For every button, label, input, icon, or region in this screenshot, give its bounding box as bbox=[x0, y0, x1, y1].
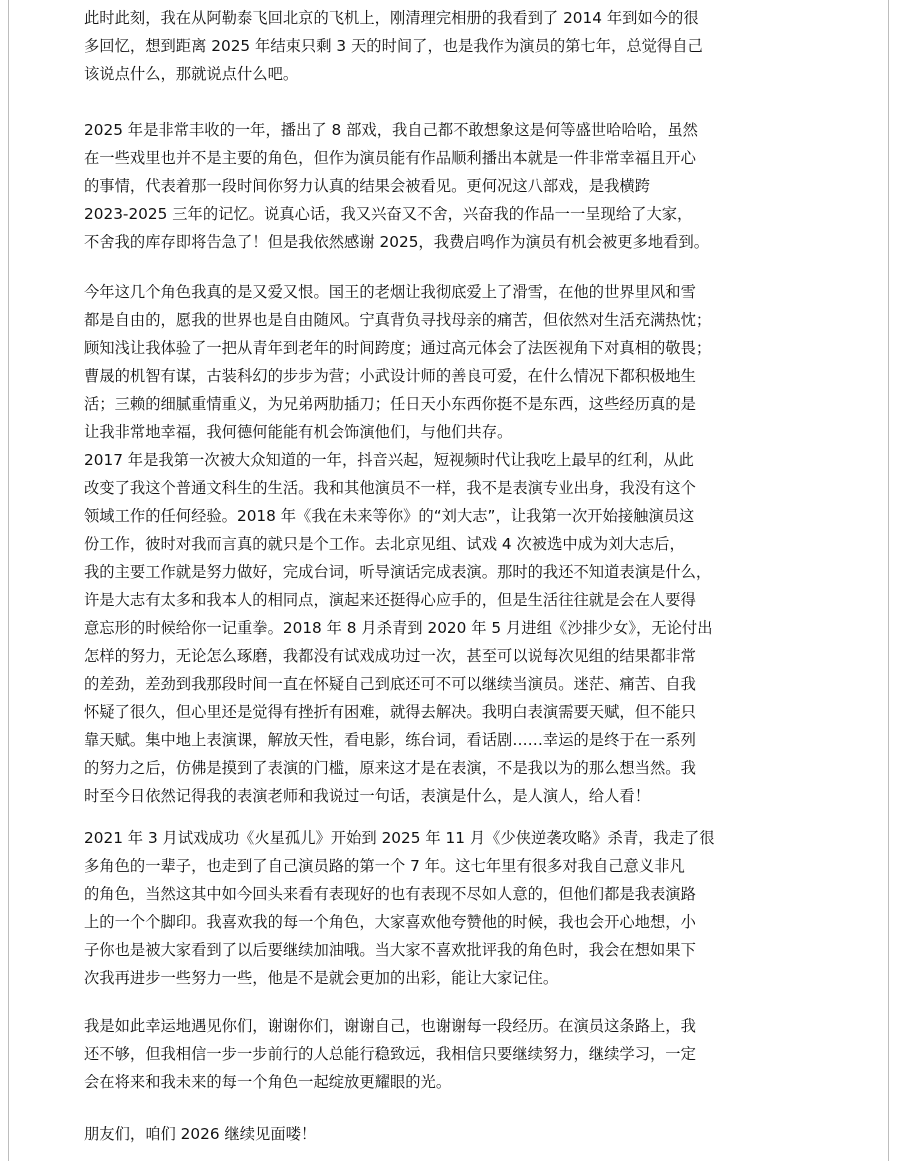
text-line: 改变了我这个普通文科生的生活。我和其他演员不一样，我不是表演专业出身，我没有这个 bbox=[84, 479, 696, 497]
text-line: 都是自由的，愿我的世界也是自由随风。宁真背负寻找母亲的痛苦，但依然对生活充满热忱； bbox=[84, 311, 712, 329]
text-line: 多回忆，想到距离 2025 年结束只剩 3 天的时间了，也是我作为演员的第七年，总觉得自己 bbox=[84, 37, 703, 55]
text-line: 让我非常地幸福，我何德何能能有机会饰演他们，与他们共存。 bbox=[84, 423, 513, 441]
text-line: 时至今日依然记得我的表演老师和我说过一句话，表演是什么，是人演人，给人看！ bbox=[84, 787, 650, 805]
text-line: 领域工作的任何经验。2018 年《我在未来等你》的“刘大志”，让我第一次开始接触演员这 bbox=[84, 507, 695, 525]
right-page-rule bbox=[888, 0, 889, 1161]
text-line: 顾知浅让我体验了一把从青年到老年的时间跨度；通过高元体会了法医视角下对真相的敬畏； bbox=[84, 339, 712, 357]
text-line: 我是如此幸运地遇见你们，谢谢你们，谢谢自己，也谢谢每一段经历。在演员这条路上，我 bbox=[84, 1017, 696, 1035]
text-line: 会在将来和我未来的每一个角色一起绽放更耀眼的光。 bbox=[84, 1073, 452, 1091]
text-line: 还不够，但我相信一步一步前行的人总能行稳致远，我相信只要继续努力，继续学习，一定 bbox=[84, 1045, 696, 1063]
text-line: 不舍我的库存即将告急了！但是我依然感谢 2025，我费启鸣作为演员有机会被更多地看到。 bbox=[84, 233, 710, 251]
text-line: 曹晟的机智有谋，古装科幻的步步为营；小武设计师的善良可爱，在什么情况下都积极地生 bbox=[84, 367, 696, 385]
text-line: 份工作，彼时对我而言真的就只是个工作。去北京见组、试戏 4 次被选中成为刘大志后， bbox=[84, 535, 685, 553]
text-line: 怀疑了很久，但心里还是觉得有挫折有困难，就得去解决。我明白表演需要天赋，但不能只 bbox=[84, 703, 696, 721]
left-page-rule bbox=[8, 0, 9, 1161]
text-line: 活；三赖的细腻重情重义，为兄弟两肋插刀；任日天小东西你挺不是东西，这些经历真的是 bbox=[84, 395, 696, 413]
text-line: 许是大志有太多和我本人的相同点，演起来还挺得心应手的，但是生活往往就是会在人要得 bbox=[84, 591, 696, 609]
text-line: 的努力之后，仿佛是摸到了表演的门槛，原来这才是在表演，不是我以为的那么想当然。我 bbox=[84, 759, 696, 777]
text-line: 2023-2025 三年的记忆。说真心话，我又兴奋又不舍，兴奋我的作品一一呈现给了大家， bbox=[84, 205, 693, 223]
text-line: 的事情，代表着那一段时间你努力认真的结果会被看见。更何况这八部戏，是我横跨 bbox=[84, 177, 650, 195]
text-line: 此时此刻，我在从阿勒泰飞回北京的飞机上，刚清理完相册的我看到了 2014 年到如今的很 bbox=[84, 9, 699, 27]
text-line: 次我再进步一些努力一些，他是不是就会更加的出彩，能让大家记住。 bbox=[84, 969, 559, 987]
text-line: 朋友们，咱们 2026 继续见面喽！ bbox=[84, 1125, 317, 1143]
text-line: 我的主要工作就是努力做好，完成台词，听导演话完成表演。那时的我还不知道表演是什么， bbox=[84, 563, 712, 581]
text-line: 多角色的一辈子，也走到了自己演员路的第一个 7 年。这七年里有很多对我自己意义非凡 bbox=[84, 857, 685, 875]
text-line: 2017 年是我第一次被大众知道的一年，抖音兴起，短视频时代让我吃上最早的红利，从此 bbox=[84, 451, 694, 469]
text-line: 2025 年是非常丰收的一年，播出了 8 部戏，我自己都不敢想象这是何等盛世哈哈哈，虽然 bbox=[84, 121, 698, 139]
text-line: 子你也是被大家看到了以后要继续加油哦。当大家不喜欢批评我的角色时，我会在想如果下 bbox=[84, 941, 696, 959]
text-line: 上的一个个脚印。我喜欢我的每一个角色，大家喜欢他夸赞他的时候，我也会开心地想，小 bbox=[84, 913, 696, 931]
text-line: 在一些戏里也并不是主要的角色，但作为演员能有作品顺利播出本就是一件非常幸福且开心 bbox=[84, 149, 696, 167]
text-line: 靠天赋。集中地上表演课，解放天性，看电影，练台词，看话剧……幸运的是终于在一系列 bbox=[84, 731, 696, 749]
text-line: 怎样的努力，无论怎么琢磨，我都没有试戏成功过一次，甚至可以说每次见组的结果都非常 bbox=[84, 647, 696, 665]
text-line: 的差劲，差劲到我那段时间一直在怀疑自己到底还可不可以继续当演员。迷茫、痛苦、自我 bbox=[84, 675, 696, 693]
text-line: 2021 年 3 月试戏成功《火星孤儿》开始到 2025 年 11 月《少侠逆袭攻略》杀青，我走了很 bbox=[84, 829, 715, 847]
text-line: 该说点什么，那就说点什么吧。 bbox=[84, 65, 299, 83]
text-line: 意忘形的时候给你一记重拳。2018 年 8 月杀青到 2020 年 5 月进组《沙排少女》，无论付出 bbox=[84, 619, 713, 637]
text-line: 今年这几个角色我真的是又爱又恨。国王的老烟让我彻底爱上了滑雪，在他的世界里风和雪 bbox=[84, 283, 696, 301]
document-page bbox=[84, 0, 814, 1161]
text-line: 的角色，当然这其中如今回头来看有表现好的也有表现不尽如人意的，但他们都是我表演路 bbox=[84, 885, 696, 903]
